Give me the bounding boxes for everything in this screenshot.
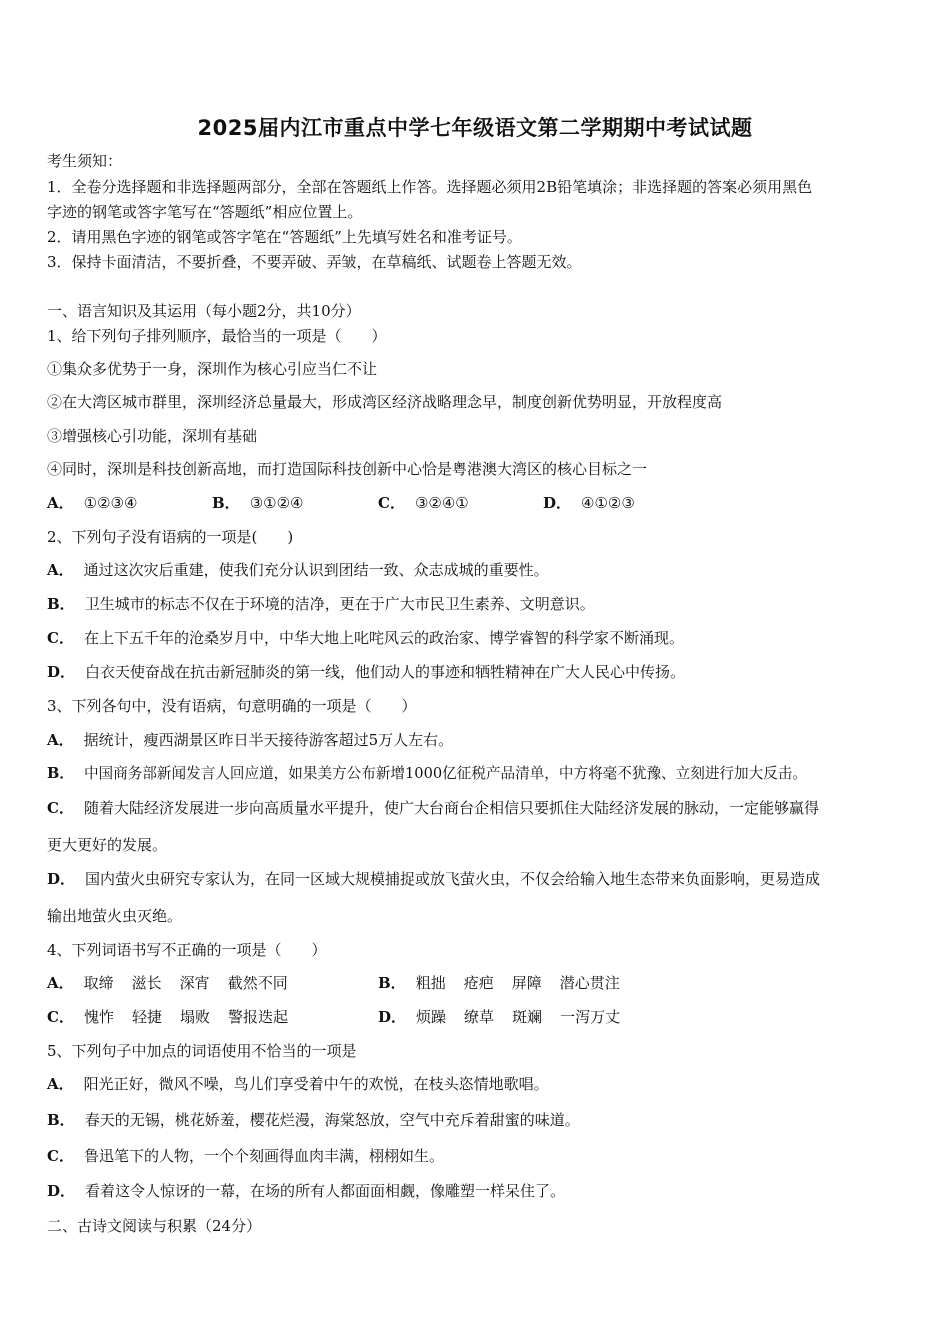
option-label: C． xyxy=(378,494,405,512)
word: 粗拙 xyxy=(415,974,446,992)
q2-stem: 2、下列句子没有语病的一项是( ) xyxy=(47,528,294,546)
option-label: C． xyxy=(47,1147,74,1165)
word: 斑斓 xyxy=(512,1008,543,1026)
word: 愧怍 xyxy=(83,1008,114,1026)
word: 疮疤 xyxy=(463,974,494,992)
word: 一泻万丈 xyxy=(560,1008,621,1026)
option-label: A． xyxy=(47,731,74,749)
q1-stem: 1、给下列句子排列顺序，最恰当的一项是（ ） xyxy=(47,327,387,345)
option-text: ①②③④ xyxy=(83,494,138,512)
option-text: 卫生城市的标志不仅在于环境的洁净，更在于广大市民卫生素养、文明意识。 xyxy=(84,595,595,613)
option-label: C． xyxy=(47,1008,74,1026)
word: 截然不同 xyxy=(227,974,288,992)
q1-option-a[interactable] xyxy=(47,493,137,513)
option-text: ③①②④ xyxy=(249,494,304,512)
q4-option-a[interactable] xyxy=(47,973,306,993)
option-label: C． xyxy=(47,629,74,647)
option-label: A． xyxy=(47,1075,74,1093)
option-text: 随着大陆经济发展进一步向高质量水平提升，使广大台商台企相信只要抓住大陆经济发展的脉动，一定能够赢得 xyxy=(83,799,819,817)
option-text: 白衣天使奋战在抗击新冠肺炎的第一线，他们动人的事迹和牺牲精神在广大人民心中传扬。 xyxy=(85,663,686,681)
option-label: D． xyxy=(47,870,76,888)
q3-stem: 3、下列各句中，没有语病，句意明确的一项是（ ） xyxy=(47,697,417,715)
q3-option-a[interactable] xyxy=(47,730,453,750)
option-text: ③②④① xyxy=(414,494,469,512)
option-label: B． xyxy=(212,494,240,512)
notice-item-3: 3．保持卡面清洁，不要折叠，不要弄破、弄皱，在草稿纸、试题卷上答题无效。 xyxy=(47,253,582,271)
q1-sentence-2: ②在大湾区城市群里，深圳经济总量最大，形成湾区经济战略理念早，制度创新优势明显，开放程度高 xyxy=(47,393,723,411)
option-text: 通过这次灾后重建，使我们充分认识到团结一致、众志成城的重要性。 xyxy=(83,561,549,579)
option-label: D． xyxy=(378,1008,407,1026)
q5-option-b[interactable] xyxy=(47,1110,580,1130)
option-label: A． xyxy=(47,561,74,579)
q4-option-d[interactable] xyxy=(378,1007,638,1027)
word: 缭草 xyxy=(464,1008,495,1026)
notice-item-1-cont: 字迹的钢笔或答字笔写在“答题纸”相应位置上。 xyxy=(47,203,363,221)
section2-heading: 二、古诗文阅读与积累（24分） xyxy=(47,1217,262,1235)
option-label: D． xyxy=(543,494,572,512)
q5-option-a[interactable] xyxy=(47,1074,549,1094)
q1-sentence-4: ④同时，深圳是科技创新高地，而打造国际科技创新中心恰是粤港澳大湾区的核心目标之一 xyxy=(47,460,648,478)
q2-option-a[interactable] xyxy=(47,560,549,580)
option-label: B． xyxy=(47,1111,75,1129)
word: 屏障 xyxy=(511,974,542,992)
option-text: 国内萤火虫研究专家认为，在同一区域大规模捕捉或放飞萤火虫，不仅会给输入地生态带来负面影响，更易造成 xyxy=(85,870,821,888)
q1-option-b[interactable] xyxy=(212,493,303,513)
word: 烦躁 xyxy=(416,1008,447,1026)
option-text: 中国商务部新闻发言人回应道，如果美方公布新增1000亿征税产品清单，中方将毫不犹豫、立刻进行加大反击。 xyxy=(83,765,807,782)
word: 潜心贯注 xyxy=(559,974,620,992)
section1-heading: 一、语言知识及其运用（每小题2分，共10分） xyxy=(47,302,361,320)
option-label: A． xyxy=(47,974,74,992)
word: 滋长 xyxy=(131,974,162,992)
option-text: ④①②③ xyxy=(581,494,635,512)
option-text: 在上下五千年的沧桑岁月中，中华大地上叱咤风云的政治家、博学睿智的科学家不断涌现。 xyxy=(83,629,684,647)
option-label: B． xyxy=(47,765,74,782)
q1-sentence-1: ①集众多优势于一身，深圳作为核心引应当仁不让 xyxy=(47,360,378,378)
q5-stem: 5、下列句子中加点的词语使用不恰当的一项是 xyxy=(47,1042,357,1060)
q2-option-b[interactable] xyxy=(47,594,595,614)
q1-option-d[interactable] xyxy=(543,493,635,513)
option-label: B． xyxy=(378,974,406,992)
word: 塌败 xyxy=(179,1008,210,1026)
q4-option-b[interactable] xyxy=(378,973,638,993)
option-label: B． xyxy=(47,595,75,613)
notice-heading: 考生须知： xyxy=(47,152,123,170)
q3-option-c-cont: 更大更好的发展。 xyxy=(47,836,168,854)
option-text: 据统计，瘦西湖景区昨日半天接待游客超过5万人左右。 xyxy=(83,731,454,749)
option-text: 阳光正好，微风不噪，鸟儿们享受着中午的欢悦，在枝头恣情地歌唱。 xyxy=(83,1075,549,1093)
option-text: 看着这令人惊讶的一幕，在场的所有人都面面相觑，像雕塑一样呆住了。 xyxy=(85,1182,566,1200)
notice-item-2: 2．请用黑色字迹的钢笔或答字笔在“答题纸”上先填写姓名和准考证号。 xyxy=(47,228,522,246)
option-label: A． xyxy=(47,494,74,512)
q3-option-b[interactable] xyxy=(47,764,807,784)
q5-option-c[interactable] xyxy=(47,1146,444,1166)
option-label: D． xyxy=(47,663,76,681)
q4-stem: 4、下列词语书写不正确的一项是（ ） xyxy=(47,941,327,959)
q2-option-c[interactable] xyxy=(47,628,684,648)
option-text: 鲁迅笔下的人物，一个个刻画得血肉丰满，栩栩如生。 xyxy=(83,1147,444,1165)
word: 轻捷 xyxy=(131,1008,162,1026)
exam-title: 2025届内江市重点中学七年级语文第二学期期中考试试题 xyxy=(197,116,753,140)
q5-option-d[interactable] xyxy=(47,1181,565,1201)
option-label: C． xyxy=(47,799,74,817)
word: 警报迭起 xyxy=(228,1008,289,1026)
word: 取缔 xyxy=(83,974,114,992)
option-text: 春天的无锡，桃花娇羞，樱花烂漫，海棠怒放，空气中充斥着甜蜜的味道。 xyxy=(84,1111,580,1129)
q3-option-c[interactable] xyxy=(47,798,819,818)
q3-option-d[interactable] xyxy=(47,869,820,889)
word: 深宵 xyxy=(179,974,210,992)
notice-item-1: 1．全卷分选择题和非选择题两部分，全部在答题纸上作答。选择题必须用2B铅笔填涂；非选择题的答案必须用黑色 xyxy=(47,178,813,196)
q2-option-d[interactable] xyxy=(47,662,685,682)
q1-sentence-3: ③增强核心引功能，深圳有基础 xyxy=(47,427,258,445)
q4-option-c[interactable] xyxy=(47,1007,306,1027)
q1-option-c[interactable] xyxy=(378,493,469,513)
option-label: D． xyxy=(47,1182,76,1200)
q3-option-d-cont: 输出地萤火虫灭绝。 xyxy=(47,907,183,925)
